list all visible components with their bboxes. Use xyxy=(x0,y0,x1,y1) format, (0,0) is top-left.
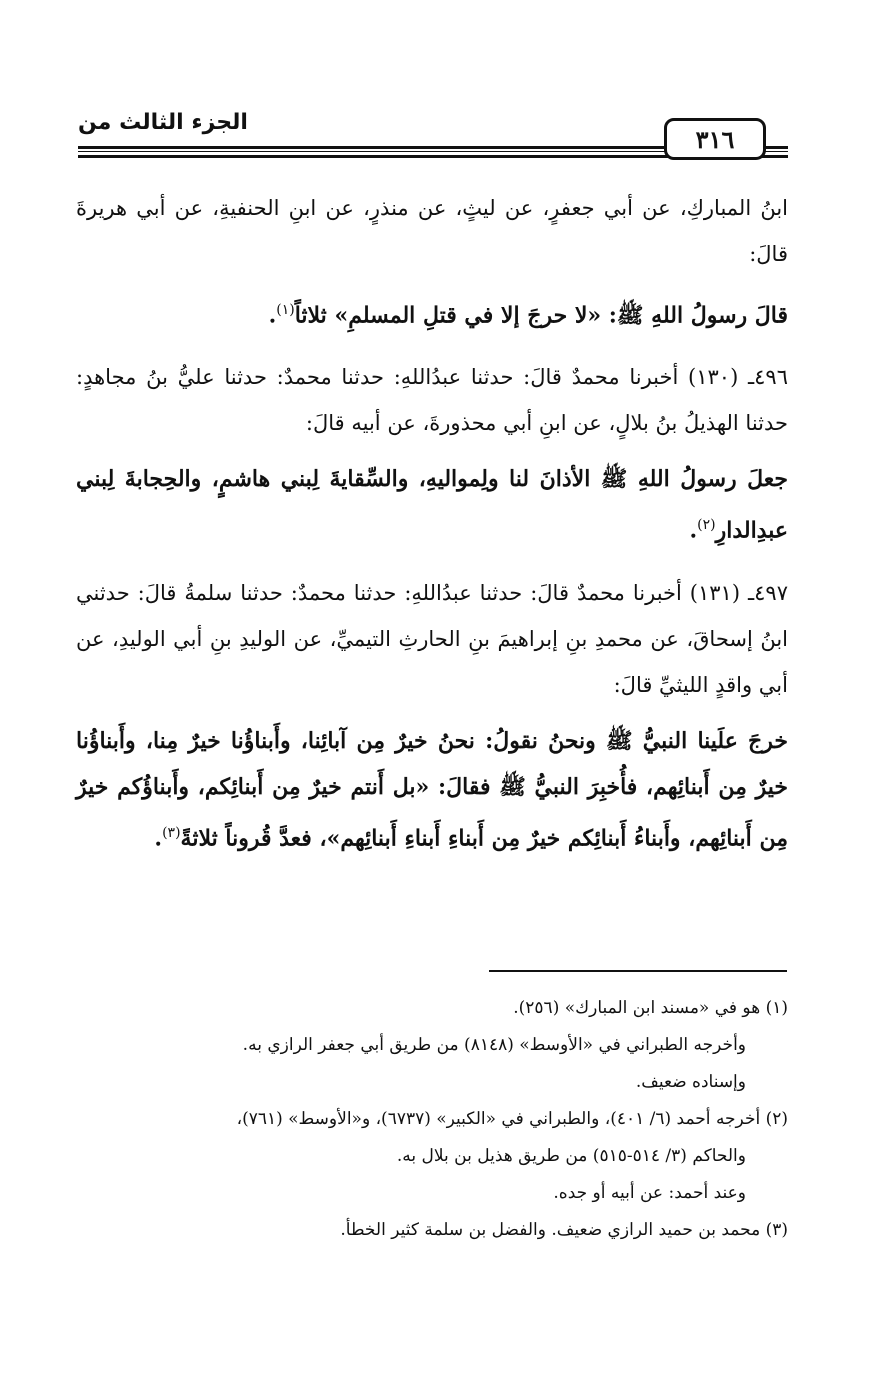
hadith-text-1: قالَ رسولُ اللهِ ﷺ: «لا حرجَ إلا في قتلِ المسلمِ» ثلاثاً$^{(١)}$. xyxy=(268,302,788,329)
hadith-text-497: خرجَ علَينا النبيُّ ﷺ ونحنُ نقولُ: نحنُ خيرٌ مِن آبائِنا، وأَبناؤُنا خيرٌ مِنا، وأَبناؤُنا خيرٌ مِن أَبنائِهم، فأُخبِرَ النبيُّ ﷺ فقالَ: «بل أَنتم خيرٌ مِن أَبنائِكم، وأَبناؤُكم خيرٌ مِن أَبنائِهم، وأَبناءُ أَبنائِكم خيرٌ مِن أَبناءِ أَبناءِ أَبنائِهم»، فعدَّ قُروناً ثلاثةً$^{(٣)}$. xyxy=(76,727,788,851)
hadith-text-496-body: جعلَ رسولُ اللهِ ﷺ الأذانَ لنا ولِمواليهِ، والسِّقايةَ لِبني هاشمٍ، والحِجابةَ لِبني عبدِالدارِ xyxy=(76,466,788,544)
paragraph-isnad-1: ابنُ المباركِ، عن أبي جعفرٍ، عن ليثٍ، عن منذرٍ، عن ابنِ الحنفيةِ، عن أبي هريرةَ قالَ: xyxy=(76,196,788,266)
running-title: الجزء الثالث من xyxy=(78,110,248,135)
hadith-text-497-body: خرجَ علَينا النبيُّ ﷺ ونحنُ نقولُ: نحنُ خيرٌ مِن آبائِنا، وأَبناؤُنا خيرٌ مِنا، وأَبناؤُنا خيرٌ مِن أَبنائِهم، فأُخبِرَ النبيُّ ﷺ فقالَ: «بل أَنتم خيرٌ مِن أَبنائِكم، وأَبناؤُكم خيرٌ مِن أَبنائِهم، وأَبناءُ أَبنائِكم خيرٌ مِن أَبناءِ أَبناءِ أَبنائِهم»، فعدَّ قُروناً ثلاثةً xyxy=(76,727,788,851)
paragraph-isnad-497: ٤٩٧ـ (١٣١) أخبرنا محمدٌ قالَ: حدثنا عبدُاللهِ: حدثنا محمدٌ: حدثنا سلمةُ قالَ: حدثني ابنُ إسحاقَ، عن محمدِ بنِ إبراهيمَ بنِ الحارثِ التيميِّ، عن الوليدِ بنِ أبي الوليدِ، عن أبي واقدٍ الليثيِّ قالَ: xyxy=(76,580,788,697)
footnote-ref-1: (١) xyxy=(276,302,295,318)
main-text xyxy=(76,185,788,861)
footnote-1-line-3: وإسناده ضعيف. xyxy=(635,1072,746,1092)
footnote-ref-3: (٣) xyxy=(162,824,181,841)
footnote-1-line-1: (١) هو في «مسند ابن المبارك» (٢٥٦). xyxy=(513,998,788,1018)
footnote-separator xyxy=(489,970,787,972)
page-header xyxy=(78,110,788,162)
page-number: ٣١٦ xyxy=(664,118,766,160)
footnote-2-line-3: وعند أحمد: عن أبيه أو جده. xyxy=(553,1183,746,1203)
footnote-ref-2: (٢) xyxy=(697,517,716,534)
footnotes xyxy=(76,990,788,1249)
footnote-2-line-2: والحاكم (٣/ ٥١٤-٥١٥) من طريق هذيل بن بلال به. xyxy=(396,1146,746,1166)
footnote-1-line-2: وأخرجه الطبراني في «الأوسط» (٨١٤٨) من طريق أبي جعفر الرازي به. xyxy=(242,1035,746,1055)
paragraph-isnad-496: ٤٩٦ـ (١٣٠) أخبرنا محمدٌ قالَ: حدثنا عبدُاللهِ: حدثنا محمدٌ: حدثنا عليُّ بنُ مجاهدٍ: حدثنا الهذيلُ بنُ بلالٍ، عن ابنِ أبي محذورةَ، عن أبيه قالَ: xyxy=(76,365,788,436)
footnote-3-line-1: (٣) محمد بن حميد الرازي ضعيف. والفضل بن سلمة كثير الخطأ. xyxy=(340,1220,788,1240)
footnote-2-line-1: (٢) أخرجه أحمد (٦/ ٤٠١)، والطبراني في «الكبير» (٦٧٣٧)، و«الأوسط» (٧٦١)، xyxy=(236,1109,788,1129)
hadith-text-1-body: قالَ رسولُ اللهِ ﷺ: «لا حرجَ إلا في قتلِ المسلمِ» ثلاثاً xyxy=(294,302,788,329)
hadith-text-496: جعلَ رسولُ اللهِ ﷺ الأذانَ لنا ولِمواليهِ، والسِّقايةَ لِبني هاشمٍ، والحِجابةَ لِبني عبدِالدارِ$^{(٢)}$. xyxy=(76,466,788,544)
